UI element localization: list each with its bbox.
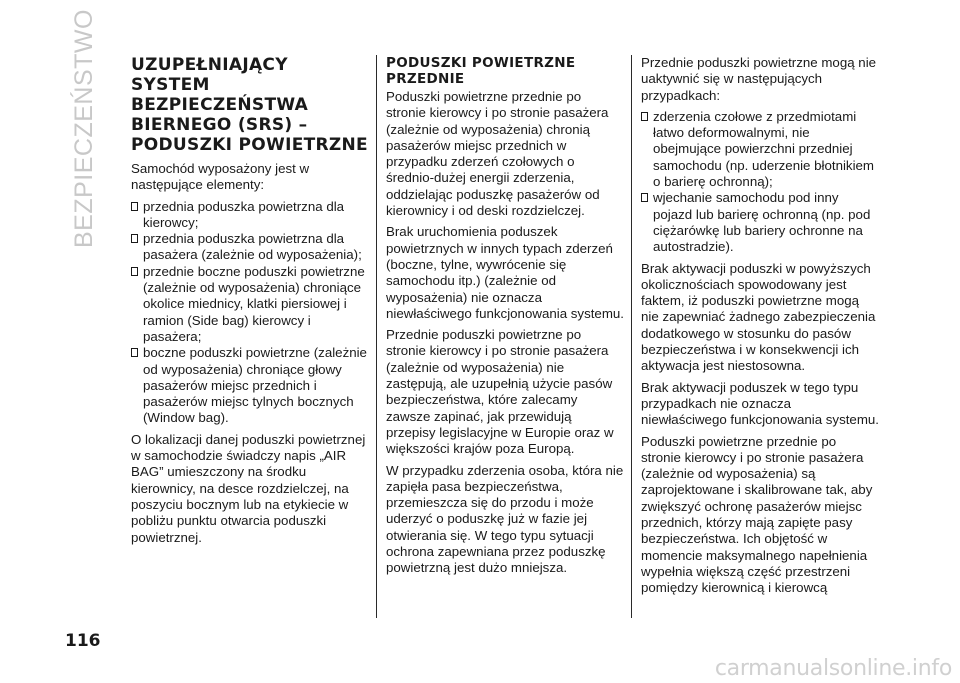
paragraph: Przednie poduszki powietrzne po stronie kierowcy i po stronie pasażera (zależnie od wyposażenia) nie zastępują, ale uzupełnią użycie pasów bezpieczeństwa, które zalecamy zawsze zapinać, jak przewidują przepisy legislacyjne w Europie oraz w większości krajów poza Europą. [386,327,614,457]
paragraph: Brak aktywacji poduszek w tego typu przypadkach nie oznacza niewłaściwego funkcjonowania systemu. [641,379,879,428]
column-divider [376,55,377,618]
paragraph: Brak aktywacji poduszki w powyższych okolicznościach spowodowany jest faktem, iż poduszki powietrzne mogą nie zapewniać żadnego zabezpieczenia dodatkowego w stosunku do pasów bezpieczeństwa i w konsekwencji ich aktywacja jest niestosowna. [641,260,876,374]
non-activation-list [641,109,879,256]
airbag-list [131,199,369,427]
list-item: wjechanie samochodu pod inny pojazd lub barierę ochronną (np. pod ciężarówkę lub bariery ochronne na autostradzie). [641,190,879,255]
list-item: zderzenia czołowe z przedmiotami łatwo deformowalnymi, nie obejmujące powierzchni przedniej samochodu (np. uderzenie błotnikiem o barierę ochronną); [641,109,879,190]
intro-paragraph: Samochód wyposażony jest w następujące elementy: [131,161,310,193]
section-side-title: BEZPIECZEŃSTWO [70,9,98,248]
column-2 [386,55,624,582]
checkbox-bullet-icon [641,112,648,121]
section-heading: UZUPEŁNIAJĄCY SYSTEM BEZPIECZEŃSTWA BIERNEGO (SRS) – PODUSZKI POWIETRZNE [131,55,368,155]
list-item: przednia poduszka powietrzna dla pasażera (zależnie od wyposażenia); [131,231,369,264]
checkbox-bullet-icon [131,348,138,357]
list-item: przednia poduszka powietrzna dla kierowcy; [131,199,369,232]
column-1 [131,55,369,551]
checkbox-bullet-icon [131,234,138,243]
page-number: 116 [65,631,101,651]
list-item: boczne poduszki powietrzne (zależnie od wyposażenia) chroniące głowy pasażerów miejsc przednich i pasażerów miejsc tylnych bocznych (Window bag). [131,345,369,426]
checkbox-bullet-icon [131,267,138,276]
checkbox-bullet-icon [131,202,138,211]
paragraph: Poduszki powietrzne przednie po stronie kierowcy i po stronie pasażera (zależnie od wyposażenia) chronią pasażerów miejsc przednich w przypadku zderzeń czołowych o średnio-dużej energii zderzenia, oddzielając poduszkę pasażerów od kierownicy i od deski rozdzielczej. [386,89,609,219]
front-airbags-heading: PODUSZKI POWIETRZNE PRZEDNIE [386,55,576,87]
paragraph: Przednie poduszki powietrzne mogą nie uaktywnić się w następujących przypadkach: [641,55,877,103]
paragraph: Brak uruchomienia poduszek powietrznych w innych typach zderzeń (boczne, tylne, wywrócenie się samochodu itp.) (zależnie od wyposażenia) nie oznacza niewłaściwego funkcjonowania systemu. [386,224,624,321]
paragraph: Poduszki powietrzne przednie po stronie kierowcy i po stronie pasażera (zależnie od wyposażenia) są zaprojektowane i skalibrowane tak, aby zwiększyć ochronę pasażerów miejsc przednich, którzy mają zapięte pasy bezpieczeństwa. Ich objętość w momencie maksymalnego napełnienia wypełnia większą część przestrzeni pomiędzy kierownicą i kierowcą [641,433,873,596]
paragraph: W przypadku zderzenia osoba, która nie zapięła pasa bezpieczeństwa, przemieszcza się do przodu i może uderzyć o poduszkę już w fazie jej otwierania się. W tego typu sytuacji ochrona zapewniana przez poduszkę powietrzną jest dużo mniejsza. [386,462,624,576]
column-divider [631,55,632,618]
watermark-url: carmanualsonline.info [714,656,952,681]
column-3 [641,55,879,602]
checkbox-bullet-icon [641,193,648,202]
airbag-label-paragraph: O lokalizacji danej poduszki powietrznej w samochodzie świadczy napis „AIR BAG” umieszczony na środku kierownicy, na desce rozdzielczej, na poszyciu bocznym lub na etykiecie w pobliżu punktu otwarcia poduszki powietrznej. [131,431,366,545]
list-item: przednie boczne poduszki powietrzne (zależnie od wyposażenia) chroniące okolice miednicy, klatki piersiowej i ramion (Side bag) kierowcy i pasażera; [131,264,369,345]
